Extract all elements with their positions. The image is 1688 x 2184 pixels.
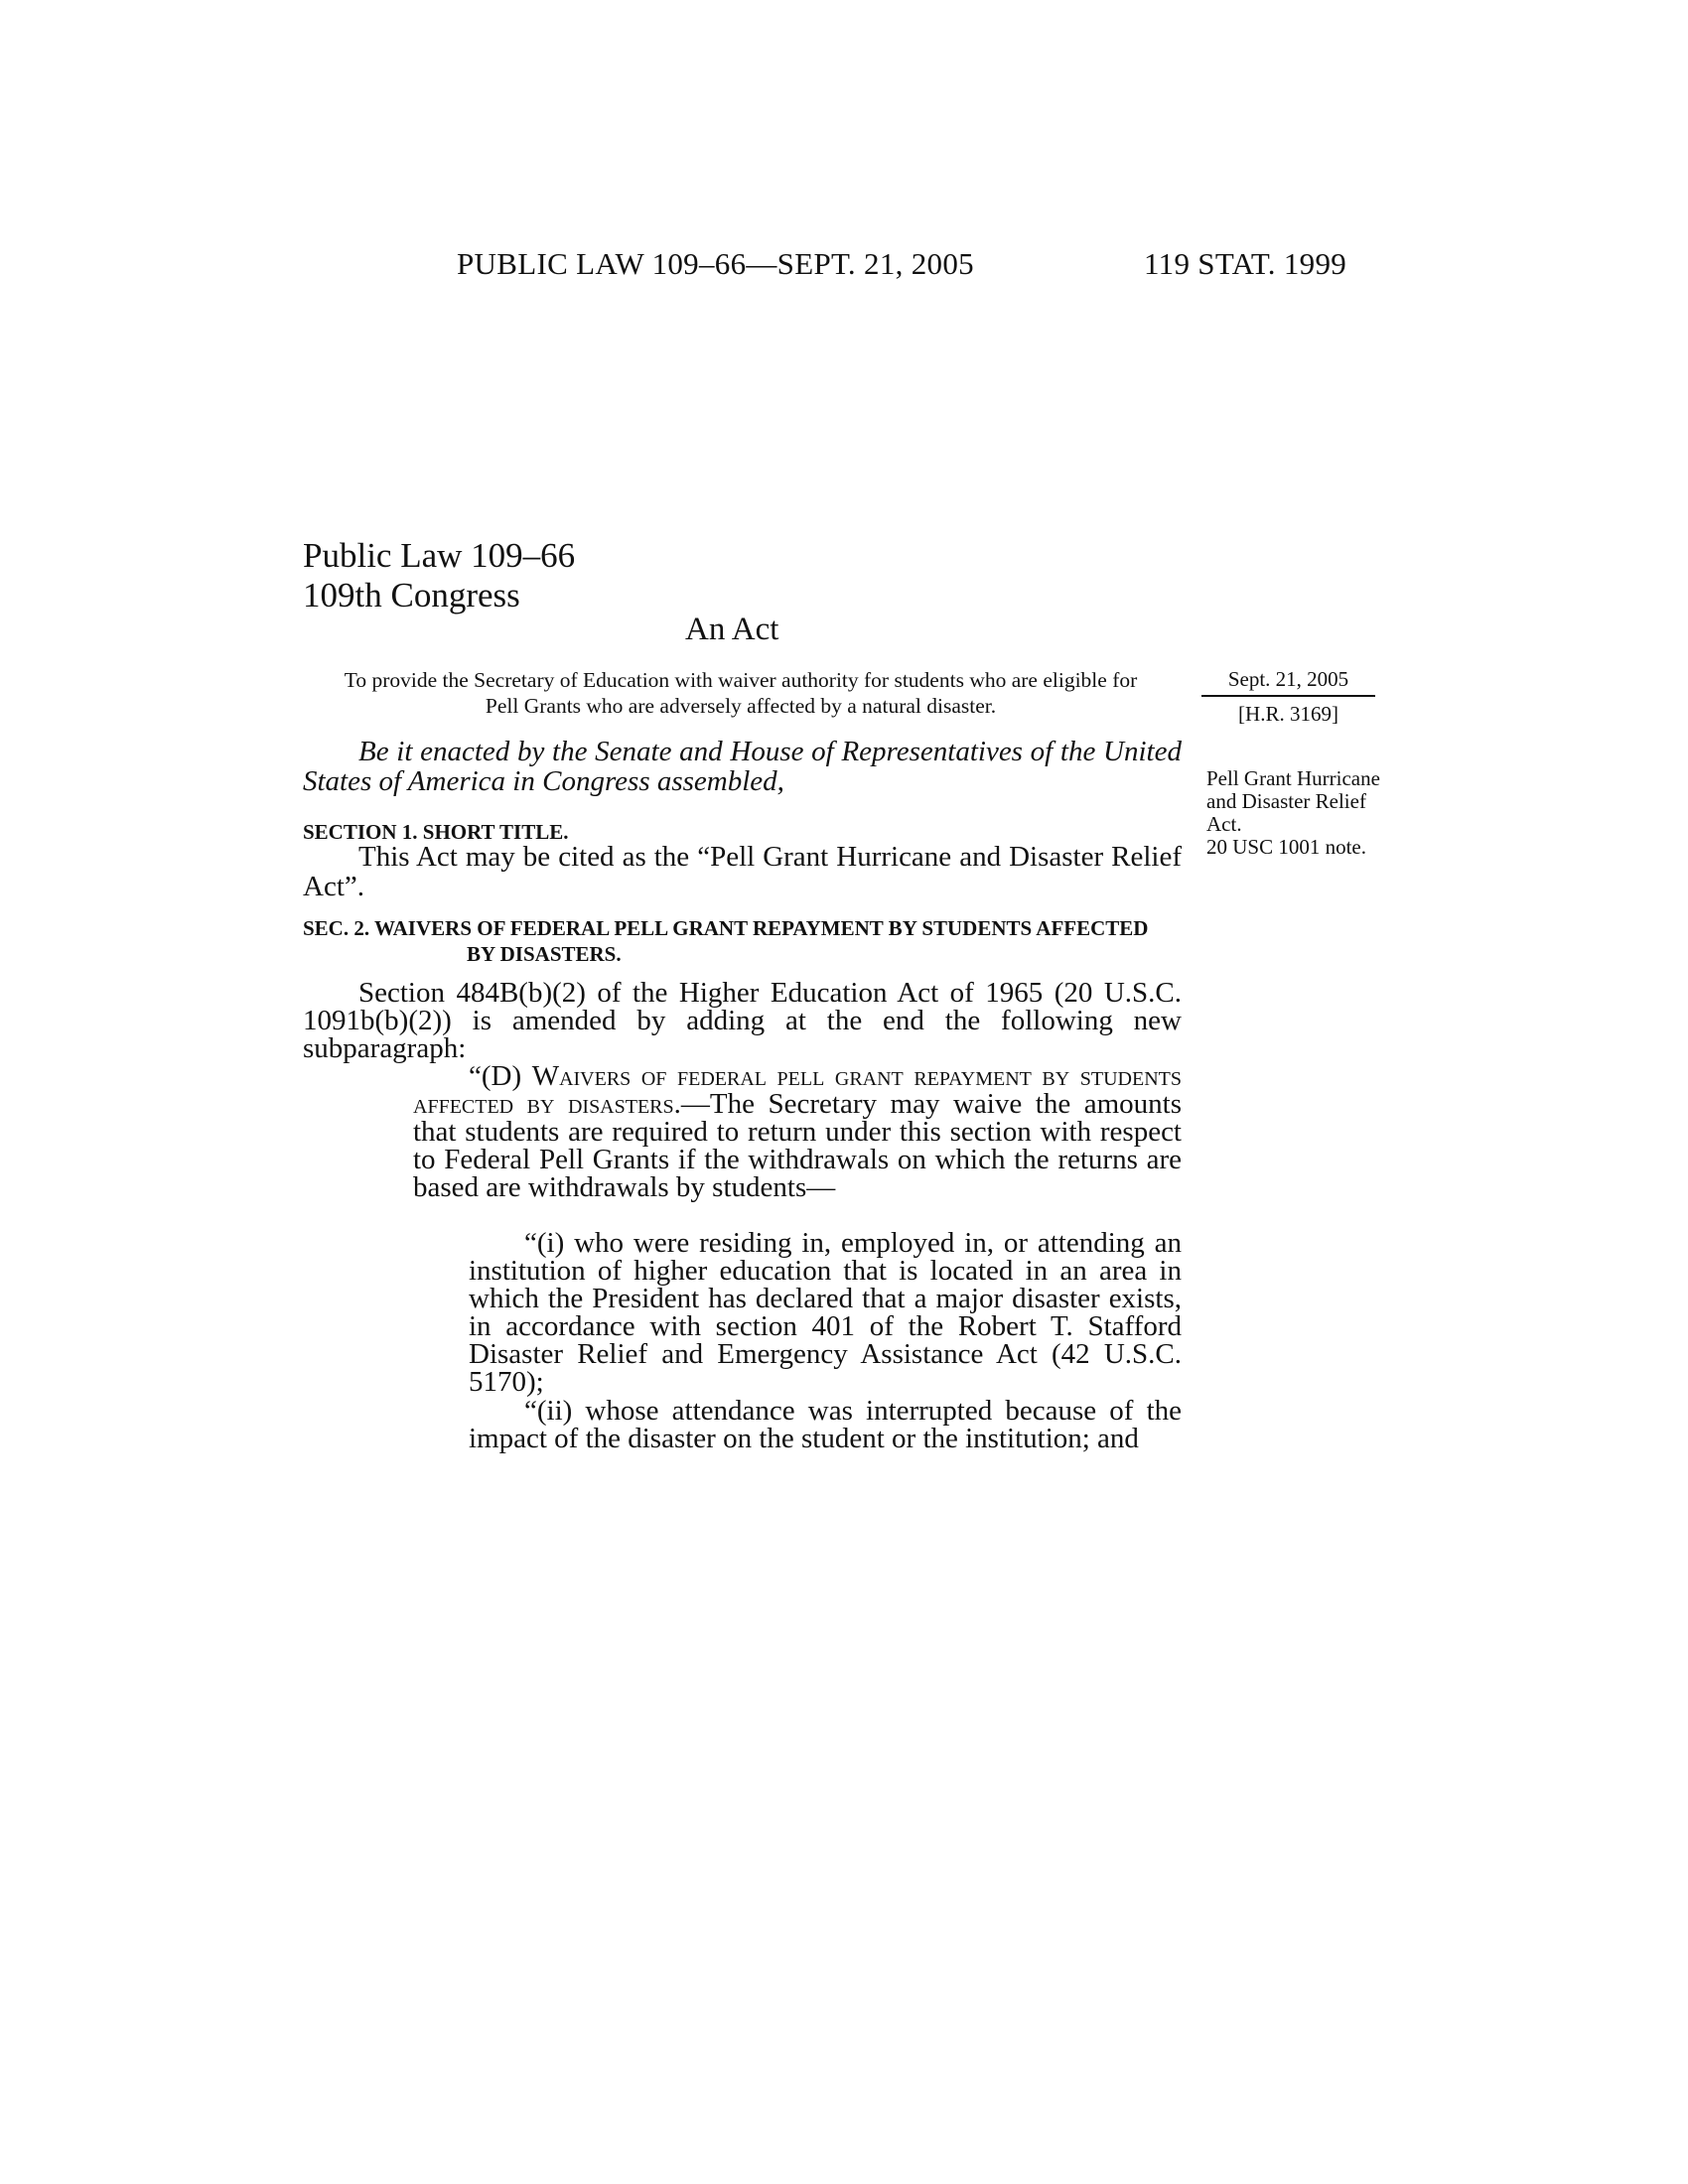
subparagraph-d-caption: Waivers of federal pell grant repayment by students affected by disasters. [413, 1060, 1183, 1120]
subparagraph-d-text: —The Secretary may waive the amounts that students are required to return under this section with respect to Federal Pell Grants if the withdrawals on which the returns are based are withdrawals by students— [413, 1088, 1182, 1203]
act-heading: An Act [685, 612, 779, 647]
margin-bill-number: [H.R. 3169] [1238, 702, 1338, 726]
section-2-text: Section 484B(b)(2) of the Higher Education Act of 1965 (20 U.S.C. 1091b(b)(2)) is amended by adding at the end the following new subparagraph: [303, 977, 1182, 1064]
margin-short-title-note: Pell Grant Hurricane and Disaster Relief Act. [1206, 766, 1380, 836]
law-designation-block [303, 536, 575, 615]
purpose-statement: To provide the Secretary of Education with waiver authority for students who are eligible for Pell Grants who are adversely affected by a natural disaster. [344, 668, 1138, 718]
margin-side-notes [1206, 767, 1385, 859]
congress-number: 109th Congress [303, 576, 520, 614]
subparagraph-d-designator: “(D) [469, 1060, 522, 1092]
section-1-text: This Act may be cited as the “Pell Grant Hurricane and Disaster Relief Act”. [303, 841, 1182, 902]
law-number: Public Law 109–66 [303, 536, 576, 575]
margin-usc-note: 20 USC 1001 note. [1206, 835, 1367, 859]
enacting-clause: Be it enacted by the Senate and House of Representatives of the United States of America in Congress assembled, [303, 736, 1182, 797]
running-header-left: PUBLIC LAW 109–66—SEPT. 21, 2005 [457, 246, 974, 281]
clause-i: “(i) who were residing in, employed in, or attending an institution of higher education that is located in an area in which the President has declared that a major disaster exists, in accordance with section 401 of the Robert T. Stafford Disaster Relief and Emergency Assistance Act (42 U.S.C. 5170); [469, 1227, 1182, 1398]
subparagraph-d [413, 1062, 1182, 1201]
section-2-heading: SEC. 2. WAIVERS OF FEDERAL PELL GRANT REPAYMENT BY STUDENTS AFFECTED BY DISASTERS. [303, 916, 1149, 966]
section-1-heading: SECTION 1. SHORT TITLE. [303, 820, 569, 844]
running-header-page-number: 119 STAT. 1999 [1144, 246, 1347, 281]
clause-ii: “(ii) whose attendance was interrupted because of the impact of the disaster on the student or the institution; and [469, 1395, 1182, 1454]
margin-date-note: Sept. 21, 2005 [1201, 667, 1375, 697]
